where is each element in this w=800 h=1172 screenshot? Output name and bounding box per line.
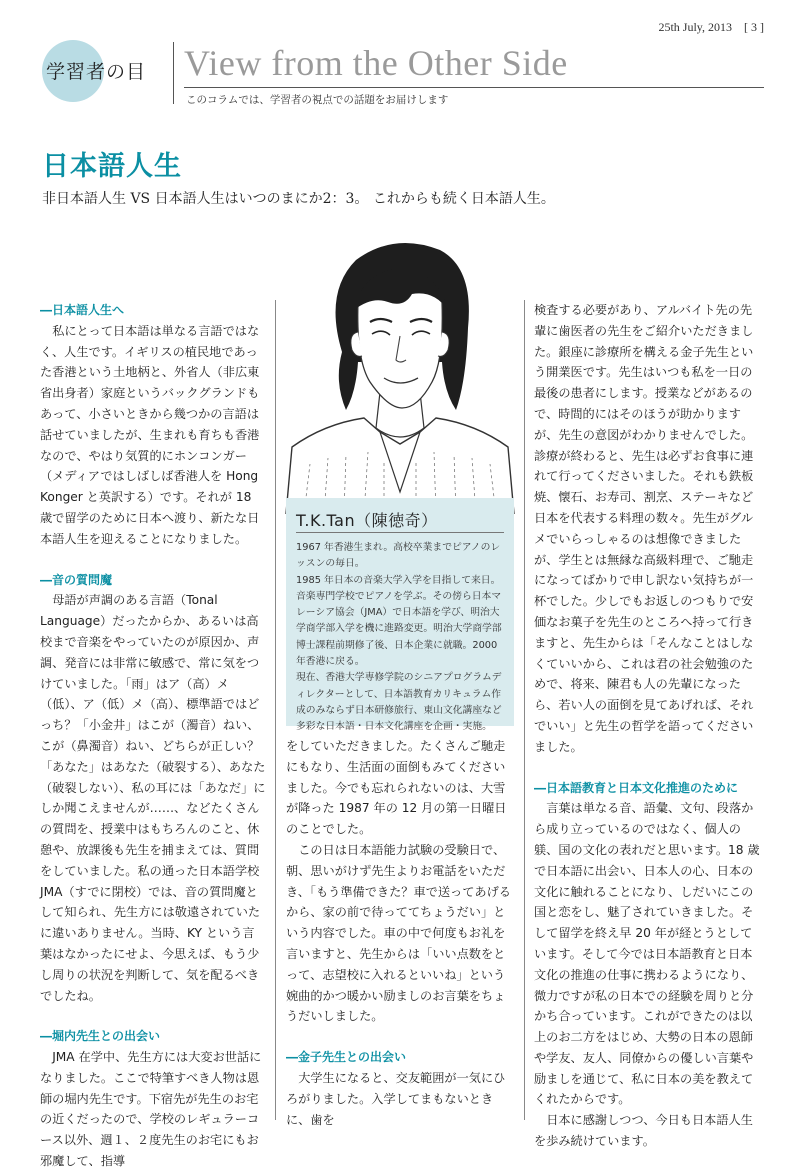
body-paragraph: 言葉は単なる音、語彙、文句、段落から成り立っているのではなく、個人の躾、国の文化の表れだと思います。18 歳で日本語に出会い、日本人の心、日本の文化に触れることになり、しだいにこの国と恋をし、魅了されていきました。そして留学を終え早 20 年が経とうとしています。そして今では日本語教育と日本文化の推進の仕事に携わるようになり、微力ですが私の日本での経験を周りと分かち合っています。これができたのは以上のお二方をはじめ、大勢の日本の恩師や学友、友人、同僚からの優しい言葉や励ましを通じて、私に日本の美を教えてくれたからです。 xyxy=(534,801,760,1107)
body-paragraph: 検査する必要があり、アルバイト先の先輩に歯医者の先生をご紹介いただきました。銀座に診療所を構える金子先生という開業医です。先生はいつも私を一日の最後の患者にします。授業などがあるので、時間的にはそのほうが助かりますが、先生の意図がわかりませんでした。診療が終わると、先生は必ずお食事に連れて行ってくださいました。それも鉄板焼、懐石、お寿司、割烹、ステーキなど日本を代表する料理の数々。先生がグルメでいらっしゃるのは想像できましたが、学生とは無縁な高級料理で、ご馳走になってばかりで申し訳ない気持ちが一杯でした。少しでもお返しのつもりで安価なお菓子を先生のところへ持って行きますと、先生からは「そんなことはしなくていいから、これは君の社会勉強のためで、将来、陳君も人の先輩になったら、若い人の面倒を見てあげれば、それでいい」と先生の哲学を語ってくださいました。 xyxy=(534,303,754,754)
issue-date-page: 25th July, 2013 [ 3 ] xyxy=(658,20,764,34)
column-separator xyxy=(524,300,525,1120)
section-heading: ―日本語教育と日本文化推進のために xyxy=(534,780,739,795)
body-paragraph: 大学生になると、交友範囲が一気にひろがりました。入学してまもないときに、歯を xyxy=(286,1070,506,1127)
profile-divider xyxy=(296,532,504,533)
text-column-middle xyxy=(286,736,514,1130)
section-heading: ―金子先生との出会い xyxy=(286,1050,407,1065)
column-label: 学習者の目 xyxy=(46,61,147,83)
body-paragraph: JMA 在学中、先生方には大変お世話になりました。ここで特筆すべき人物は恩師の堀内先生です。下宿先が先生のお宅の近くだったので、学校のレギュラーコース以外、週１、２度先生のお宅にもお邪魔して、指導 xyxy=(40,1050,262,1169)
bio-paragraph: 1985 年日本の音楽大学入学を目指して来日。音楽専門学校でピアノを学ぶ。その傍ら日本マレーシア協会（JMA）で日本語を学び、明治大学商学部入学を機に進路変更。明治大学商学部博士課程前期修了後、日本企業に就職。2000 年香港に戻る。 xyxy=(296,574,502,668)
bio-paragraph: 現在、香港大学専修学院のシニアプログラムディレクターとして、日本語教育カリキュラム作成のみならず日本研修旅行、東山文化講座など多彩な日本語・日本文化講座を企画・実施。 xyxy=(296,672,502,733)
body-paragraph: 私にとって日本語は単なる言語ではなく、人生です。イギリスの植民地であった香港という土地柄と、外省人（非広東省出身者）家庭というバックグランドもあって、小さいときから幾つかの言語は話せていましたが、生まれも育ちも香港なので、やはり気質的にホンコンガー（メディアではしばしば香港人を Hong Konger と英訳する）です。それが 18 歳で留学のために日本へ渡り、新たな日本語人生を迎えることになりました。 xyxy=(40,323,260,546)
text-column-left xyxy=(40,300,266,1172)
body-paragraph: この日は日本語能力試験の受験日で、朝、思いがけず先生よりお電話をいただき、「もう準備できた？車で送ってあげるから、家の前で待っててちょうだい」という内容でした。車の中で何度もお礼を言いますと、先生からは「いい点数をとって、志望校に入れるといいね」という婉曲的かつ暖かい励ましのお言葉をちょうだいしました。 xyxy=(286,842,511,1024)
article-title: 日本語人生 xyxy=(42,151,182,182)
section-heading: ―音の質問魔 xyxy=(40,572,113,587)
author-profile-box xyxy=(286,498,514,733)
author-bio xyxy=(296,540,508,736)
text-column-right xyxy=(534,300,764,1152)
column-subtitle: このコラムでは、学習者の視点での話題をお届けします xyxy=(186,94,449,106)
bio-paragraph: 1967 年香港生まれ。高校卒業までピアノのレッスンの毎日。 xyxy=(296,542,501,570)
header-divider-vertical xyxy=(173,42,174,104)
header-divider-horizontal xyxy=(184,87,764,88)
body-paragraph: 日本に感謝しつつ、今日も日本語人生を歩み続けています。 xyxy=(534,1113,753,1149)
section-heading: ―堀内先生との出会い xyxy=(40,1029,161,1044)
body-paragraph: をしていただきました。たくさんご馳走にもなり、生活面の面倒もみてくださいました。今でも忘れられないのは、大雪が降った 1987 年の 12 月の第一日曜日のことでした。 xyxy=(286,739,507,837)
column-english-title: View from the Other Side xyxy=(184,43,568,83)
body-paragraph: 母語が声調のある言語（Tonal Language）だったからか、あるいは高校まで音楽をやっていたのが原因か、声調、発音には非常に敏感で、常に気をつけていました。「雨」はア（高）メ（低）、ア（低）メ（高）、標準語ではどっち？「小金井」はこが（濁音）ねい、こが（鼻濁音）ねい、どちらが正しい？「あなた」はあなた（破裂する）、あなた（破裂しない）、私の耳には「あなだ」にしか聞こえませんが……、などたくさんの質問を、授業中はもちろんのこと、休憩や、放課後も先生を捕まえては、質問をしていました。私の通った日本語学校 JMA（すでに閉校）では、音の質問魔として知られ、先生方には敬遠されていたに違いありません。当時、KY という言葉はなかったにせよ、今思えば、もう少し周りの状況を判断して、気を配るべきでしたね。 xyxy=(40,593,266,1003)
column-separator xyxy=(275,300,276,1120)
section-heading: ―日本語人生へ xyxy=(40,303,125,317)
author-portrait-illustration xyxy=(284,232,516,514)
article-lead: 非日本語人生 VS 日本語人生はいつのまにか2：3。 これからも続く日本語人生。 xyxy=(42,191,555,207)
author-name: T.K.Tan（陳徳奇） xyxy=(296,511,438,530)
